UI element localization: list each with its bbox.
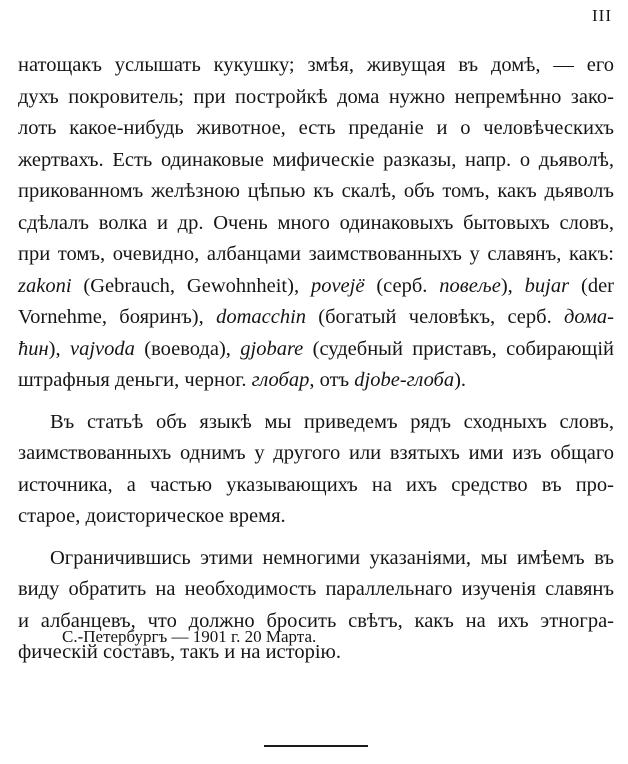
text-line bbox=[18, 543, 614, 575]
text-segment: (судебный приставъ, собирающій bbox=[303, 337, 614, 360]
paragraph bbox=[18, 407, 614, 533]
text-segment: фическій составъ, такъ и на исторію. bbox=[18, 641, 341, 663]
text-segment: ), bbox=[48, 337, 70, 360]
cited-word: gjobare bbox=[240, 337, 304, 360]
text-segment: заимствованныхъ однимъ у другого или взятыхъ ими изъ общаго bbox=[18, 442, 614, 464]
cited-word: повеље bbox=[439, 274, 501, 297]
paragraph-gap bbox=[18, 533, 614, 543]
text-line bbox=[18, 407, 614, 439]
cited-word: bujar bbox=[524, 274, 570, 297]
text-line bbox=[18, 82, 614, 114]
text-segment: Vornehme, бояринъ), bbox=[18, 306, 217, 328]
text-segment: штрафныя деньги, черног. bbox=[18, 369, 252, 391]
text-line bbox=[18, 239, 614, 271]
text-line bbox=[18, 208, 614, 240]
end-rule bbox=[264, 745, 368, 747]
text-segment: лоть какое-нибудь животное, есть преданіе и о человѣческихъ bbox=[18, 117, 614, 139]
text-line bbox=[18, 271, 614, 303]
text-segment: ), bbox=[500, 274, 525, 297]
text-segment: (Gebrauch, Gewohnheit), bbox=[71, 274, 311, 297]
cited-word: povejë bbox=[310, 274, 365, 297]
text-segment: Въ статьѣ объ языкѣ мы приведемъ рядъ сходныхъ словъ, bbox=[50, 410, 614, 433]
cited-word: глобар bbox=[251, 369, 310, 391]
text-line bbox=[18, 470, 614, 502]
text-line bbox=[18, 574, 614, 606]
text-line bbox=[18, 438, 614, 470]
text-line bbox=[18, 365, 614, 397]
signature-date-line: С.-Петербургъ — 1901 г. 20 Марта. bbox=[62, 627, 317, 646]
text-segment: (богатый человѣкъ, серб. bbox=[306, 306, 564, 328]
cited-word: ћин bbox=[18, 337, 49, 360]
text-segment: натощакъ услышать кукушку; змѣя, живущая въ домѣ, — его bbox=[18, 54, 614, 76]
text-segment: Ограничившись этими немногими указаніями, мы имѣемъ въ bbox=[50, 546, 614, 569]
text-line bbox=[18, 501, 614, 533]
paragraph bbox=[18, 543, 614, 669]
cited-word: djobe-глоба bbox=[354, 369, 455, 391]
text-segment: жертвахъ. Есть одинаковые мифическіе разказы, напр. о дьяволѣ, bbox=[18, 148, 614, 171]
paragraph-gap bbox=[18, 397, 614, 407]
text-segment: прикованномъ желѣзною цѣпью къ скалѣ, объ томъ, какъ дьяволъ bbox=[18, 180, 614, 202]
text-segment: (серб. bbox=[364, 274, 440, 297]
text-segment: , отъ bbox=[309, 369, 355, 391]
text-segment: духъ покровитель; при постройкѣ дома нужно непремѣнно зако- bbox=[18, 85, 614, 108]
cited-word: дома- bbox=[564, 306, 614, 328]
text-segment: (der bbox=[569, 274, 614, 297]
text-line bbox=[18, 50, 614, 82]
page-number: III bbox=[592, 6, 612, 25]
text-line bbox=[18, 302, 614, 334]
cited-word: zakoni bbox=[18, 274, 72, 297]
text-segment: старое, доисторическое время. bbox=[18, 505, 286, 527]
text-segment: виду обратить на необходимость параллельнаго изученія славянъ bbox=[18, 578, 614, 600]
text-segment: сдѣлалъ волка и др. Очень много одинаковыхъ бытовыхъ словъ, bbox=[18, 211, 614, 234]
text-segment: ). bbox=[454, 369, 467, 391]
body-text bbox=[18, 50, 614, 669]
text-segment: источника, а частью указывающихъ на ихъ средство въ про- bbox=[18, 473, 614, 496]
text-segment: при томъ, очевидно, албанцами заимствованныхъ у славянъ, какъ: bbox=[18, 243, 614, 265]
text-line bbox=[18, 334, 614, 366]
text-segment: и албанцевъ, что должно бросить свѣтъ, какъ на ихъ этногра- bbox=[18, 609, 614, 632]
cited-word: domacchin bbox=[216, 306, 307, 328]
text-segment: (воевода), bbox=[134, 337, 241, 360]
text-line bbox=[18, 176, 614, 208]
paragraph bbox=[18, 50, 614, 397]
text-line bbox=[18, 145, 614, 177]
text-line bbox=[18, 113, 614, 145]
cited-word: vajvoda bbox=[69, 337, 135, 360]
